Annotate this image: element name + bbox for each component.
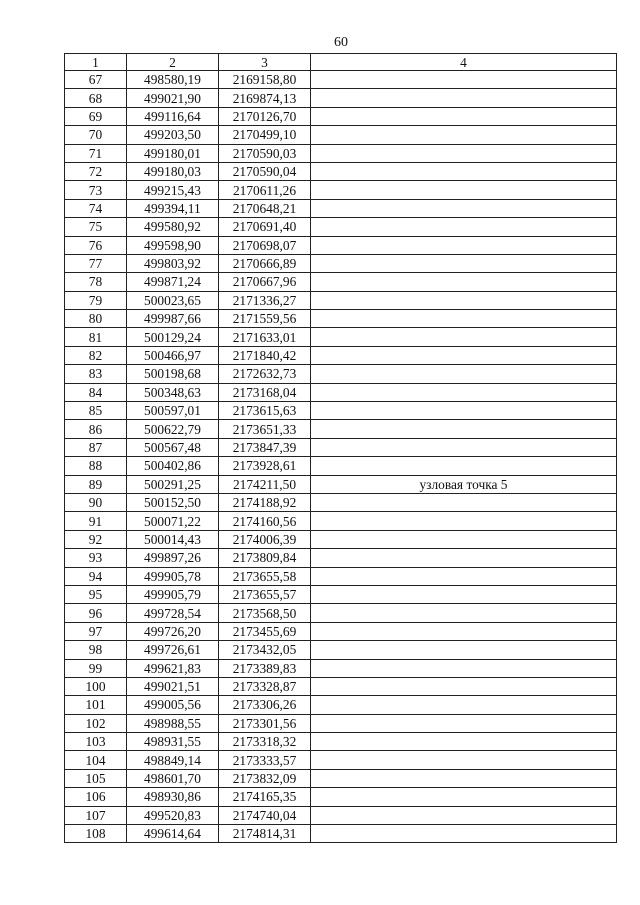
table-row xyxy=(65,181,617,199)
x-coordinate-cell: 500071,22 xyxy=(127,512,219,530)
y-coordinate-cell: 2174188,92 xyxy=(219,493,311,511)
y-coordinate-cell: 2174740,04 xyxy=(219,806,311,824)
point-number-cell: 77 xyxy=(65,254,127,272)
table-row xyxy=(65,162,617,180)
point-number-cell: 81 xyxy=(65,328,127,346)
x-coordinate-cell: 500198,68 xyxy=(127,365,219,383)
note-cell xyxy=(311,585,617,603)
point-number-cell: 100 xyxy=(65,677,127,695)
x-coordinate-cell: 499180,01 xyxy=(127,144,219,162)
point-number-cell: 71 xyxy=(65,144,127,162)
x-coordinate-cell: 499987,66 xyxy=(127,310,219,328)
table-row xyxy=(65,144,617,162)
x-coordinate-cell: 499726,61 xyxy=(127,641,219,659)
point-number-cell: 95 xyxy=(65,585,127,603)
y-coordinate-cell: 2173651,33 xyxy=(219,420,311,438)
note-cell xyxy=(311,530,617,548)
x-coordinate-cell: 499726,20 xyxy=(127,622,219,640)
x-coordinate-cell: 498931,55 xyxy=(127,733,219,751)
note-cell xyxy=(311,677,617,695)
x-coordinate-cell: 500152,50 xyxy=(127,493,219,511)
point-number-cell: 103 xyxy=(65,733,127,751)
y-coordinate-cell: 2173655,57 xyxy=(219,585,311,603)
point-number-cell: 98 xyxy=(65,641,127,659)
point-number-cell: 101 xyxy=(65,696,127,714)
x-coordinate-cell: 500129,24 xyxy=(127,328,219,346)
point-number-cell: 79 xyxy=(65,291,127,309)
y-coordinate-cell: 2170611,26 xyxy=(219,181,311,199)
note-cell xyxy=(311,383,617,401)
note-cell xyxy=(311,512,617,530)
y-coordinate-cell: 2173318,32 xyxy=(219,733,311,751)
x-coordinate-cell: 499871,24 xyxy=(127,273,219,291)
y-coordinate-cell: 2174814,31 xyxy=(219,825,311,843)
note-cell xyxy=(311,769,617,787)
table-row xyxy=(65,107,617,125)
table-row xyxy=(65,641,617,659)
y-coordinate-cell: 2173615,63 xyxy=(219,402,311,420)
point-number-cell: 80 xyxy=(65,310,127,328)
point-number-cell: 85 xyxy=(65,402,127,420)
x-coordinate-cell: 499803,92 xyxy=(127,254,219,272)
y-coordinate-cell: 2173455,69 xyxy=(219,622,311,640)
table-row xyxy=(65,310,617,328)
note-cell xyxy=(311,714,617,732)
y-coordinate-cell: 2173568,50 xyxy=(219,604,311,622)
y-coordinate-cell: 2169158,80 xyxy=(219,71,311,89)
table-row xyxy=(65,769,617,787)
y-coordinate-cell: 2173389,83 xyxy=(219,659,311,677)
note-cell xyxy=(311,310,617,328)
note-cell xyxy=(311,696,617,714)
table-row xyxy=(65,806,617,824)
x-coordinate-cell: 500402,86 xyxy=(127,457,219,475)
x-coordinate-cell: 499215,43 xyxy=(127,181,219,199)
note-cell xyxy=(311,604,617,622)
table-row xyxy=(65,549,617,567)
point-number-cell: 68 xyxy=(65,89,127,107)
note-cell xyxy=(311,733,617,751)
y-coordinate-cell: 2174160,56 xyxy=(219,512,311,530)
point-number-cell: 69 xyxy=(65,107,127,125)
table-row xyxy=(65,254,617,272)
table-row xyxy=(65,273,617,291)
x-coordinate-cell: 499520,83 xyxy=(127,806,219,824)
table-row xyxy=(65,402,617,420)
x-coordinate-cell: 498580,19 xyxy=(127,71,219,89)
x-coordinate-cell: 499897,26 xyxy=(127,549,219,567)
table-row xyxy=(65,512,617,530)
note-cell xyxy=(311,788,617,806)
table-row xyxy=(65,585,617,603)
table-row xyxy=(65,677,617,695)
table-row xyxy=(65,126,617,144)
x-coordinate-cell: 500622,79 xyxy=(127,420,219,438)
x-coordinate-cell: 499180,03 xyxy=(127,162,219,180)
table-row xyxy=(65,291,617,309)
note-cell xyxy=(311,438,617,456)
x-coordinate-cell: 499394,11 xyxy=(127,199,219,217)
column-header-4: 4 xyxy=(311,54,617,71)
y-coordinate-cell: 2173328,87 xyxy=(219,677,311,695)
x-coordinate-cell: 498601,70 xyxy=(127,769,219,787)
point-number-cell: 87 xyxy=(65,438,127,456)
y-coordinate-cell: 2170691,40 xyxy=(219,218,311,236)
x-coordinate-cell: 499728,54 xyxy=(127,604,219,622)
table-row xyxy=(65,457,617,475)
column-header-3: 3 xyxy=(219,54,311,71)
note-cell xyxy=(311,567,617,585)
note-cell xyxy=(311,365,617,383)
note-cell xyxy=(311,622,617,640)
point-number-cell: 102 xyxy=(65,714,127,732)
table-row xyxy=(65,733,617,751)
x-coordinate-cell: 499614,64 xyxy=(127,825,219,843)
note-cell xyxy=(311,218,617,236)
table-row xyxy=(65,199,617,217)
note-cell xyxy=(311,162,617,180)
note-cell xyxy=(311,236,617,254)
y-coordinate-cell: 2170698,07 xyxy=(219,236,311,254)
point-number-cell: 72 xyxy=(65,162,127,180)
table-row xyxy=(65,714,617,732)
note-cell xyxy=(311,457,617,475)
y-coordinate-cell: 2171633,01 xyxy=(219,328,311,346)
x-coordinate-cell: 499021,51 xyxy=(127,677,219,695)
point-number-cell: 107 xyxy=(65,806,127,824)
y-coordinate-cell: 2174211,50 xyxy=(219,475,311,493)
table-row xyxy=(65,493,617,511)
point-number-cell: 70 xyxy=(65,126,127,144)
table-row xyxy=(65,236,617,254)
x-coordinate-cell: 499116,64 xyxy=(127,107,219,125)
y-coordinate-cell: 2170499,10 xyxy=(219,126,311,144)
x-coordinate-cell: 498988,55 xyxy=(127,714,219,732)
point-number-cell: 75 xyxy=(65,218,127,236)
point-number-cell: 86 xyxy=(65,420,127,438)
table-row xyxy=(65,567,617,585)
point-number-cell: 106 xyxy=(65,788,127,806)
point-number-cell: 92 xyxy=(65,530,127,548)
point-number-cell: 78 xyxy=(65,273,127,291)
x-coordinate-cell: 500023,65 xyxy=(127,291,219,309)
table-row xyxy=(65,622,617,640)
x-coordinate-cell: 500291,25 xyxy=(127,475,219,493)
x-coordinate-cell: 500567,48 xyxy=(127,438,219,456)
y-coordinate-cell: 2170590,04 xyxy=(219,162,311,180)
y-coordinate-cell: 2171336,27 xyxy=(219,291,311,309)
table-row xyxy=(65,696,617,714)
table-row xyxy=(65,438,617,456)
table-header-row xyxy=(65,54,617,71)
x-coordinate-cell: 498849,14 xyxy=(127,751,219,769)
point-number-cell: 97 xyxy=(65,622,127,640)
y-coordinate-cell: 2172632,73 xyxy=(219,365,311,383)
note-cell xyxy=(311,346,617,364)
x-coordinate-cell: 499005,56 xyxy=(127,696,219,714)
table-row xyxy=(65,420,617,438)
table-row xyxy=(65,825,617,843)
note-cell xyxy=(311,273,617,291)
table-row xyxy=(65,530,617,548)
y-coordinate-cell: 2170648,21 xyxy=(219,199,311,217)
point-number-cell: 67 xyxy=(65,71,127,89)
note-cell xyxy=(311,328,617,346)
table-row xyxy=(65,71,617,89)
y-coordinate-cell: 2173301,56 xyxy=(219,714,311,732)
point-number-cell: 105 xyxy=(65,769,127,787)
note-cell xyxy=(311,107,617,125)
point-number-cell: 84 xyxy=(65,383,127,401)
x-coordinate-cell: 500348,63 xyxy=(127,383,219,401)
y-coordinate-cell: 2170590,03 xyxy=(219,144,311,162)
x-coordinate-cell: 499203,50 xyxy=(127,126,219,144)
point-number-cell: 74 xyxy=(65,199,127,217)
y-coordinate-cell: 2174165,35 xyxy=(219,788,311,806)
table-row xyxy=(65,89,617,107)
table-row xyxy=(65,475,617,493)
table-row xyxy=(65,346,617,364)
table-row xyxy=(65,788,617,806)
x-coordinate-cell: 498930,86 xyxy=(127,788,219,806)
table-row xyxy=(65,751,617,769)
column-header-2: 2 xyxy=(127,54,219,71)
point-number-cell: 96 xyxy=(65,604,127,622)
table-row xyxy=(65,365,617,383)
y-coordinate-cell: 2173306,26 xyxy=(219,696,311,714)
point-number-cell: 91 xyxy=(65,512,127,530)
point-number-cell: 83 xyxy=(65,365,127,383)
y-coordinate-cell: 2173655,58 xyxy=(219,567,311,585)
x-coordinate-cell: 500597,01 xyxy=(127,402,219,420)
point-number-cell: 94 xyxy=(65,567,127,585)
note-cell xyxy=(311,89,617,107)
point-number-cell: 93 xyxy=(65,549,127,567)
coordinates-table xyxy=(64,53,617,843)
point-number-cell: 73 xyxy=(65,181,127,199)
note-cell xyxy=(311,825,617,843)
y-coordinate-cell: 2169874,13 xyxy=(219,89,311,107)
table-row xyxy=(65,328,617,346)
y-coordinate-cell: 2171559,56 xyxy=(219,310,311,328)
note-cell xyxy=(311,254,617,272)
y-coordinate-cell: 2170667,96 xyxy=(219,273,311,291)
note-cell xyxy=(311,641,617,659)
note-cell xyxy=(311,71,617,89)
table-row xyxy=(65,604,617,622)
y-coordinate-cell: 2173832,09 xyxy=(219,769,311,787)
note-cell: узловая точка 5 xyxy=(311,475,617,493)
note-cell xyxy=(311,144,617,162)
note-cell xyxy=(311,402,617,420)
point-number-cell: 89 xyxy=(65,475,127,493)
table-row xyxy=(65,659,617,677)
point-number-cell: 88 xyxy=(65,457,127,475)
page-number: 60 xyxy=(334,35,348,50)
note-cell xyxy=(311,806,617,824)
x-coordinate-cell: 500466,97 xyxy=(127,346,219,364)
note-cell xyxy=(311,291,617,309)
note-cell xyxy=(311,181,617,199)
y-coordinate-cell: 2173168,04 xyxy=(219,383,311,401)
table-row xyxy=(65,383,617,401)
x-coordinate-cell: 499621,83 xyxy=(127,659,219,677)
x-coordinate-cell: 499905,78 xyxy=(127,567,219,585)
y-coordinate-cell: 2173432,05 xyxy=(219,641,311,659)
point-number-cell: 108 xyxy=(65,825,127,843)
point-number-cell: 99 xyxy=(65,659,127,677)
y-coordinate-cell: 2174006,39 xyxy=(219,530,311,548)
note-cell xyxy=(311,420,617,438)
table-row xyxy=(65,218,617,236)
x-coordinate-cell: 499021,90 xyxy=(127,89,219,107)
note-cell xyxy=(311,126,617,144)
y-coordinate-cell: 2171840,42 xyxy=(219,346,311,364)
x-coordinate-cell: 499598,90 xyxy=(127,236,219,254)
y-coordinate-cell: 2170666,89 xyxy=(219,254,311,272)
note-cell xyxy=(311,549,617,567)
point-number-cell: 104 xyxy=(65,751,127,769)
point-number-cell: 82 xyxy=(65,346,127,364)
point-number-cell: 90 xyxy=(65,493,127,511)
y-coordinate-cell: 2173847,39 xyxy=(219,438,311,456)
x-coordinate-cell: 499905,79 xyxy=(127,585,219,603)
x-coordinate-cell: 500014,43 xyxy=(127,530,219,548)
y-coordinate-cell: 2173333,57 xyxy=(219,751,311,769)
note-cell xyxy=(311,493,617,511)
y-coordinate-cell: 2173928,61 xyxy=(219,457,311,475)
y-coordinate-cell: 2173809,84 xyxy=(219,549,311,567)
column-header-1: 1 xyxy=(65,54,127,71)
note-cell xyxy=(311,199,617,217)
note-cell xyxy=(311,659,617,677)
note-cell xyxy=(311,751,617,769)
table-body xyxy=(65,71,617,843)
y-coordinate-cell: 2170126,70 xyxy=(219,107,311,125)
point-number-cell: 76 xyxy=(65,236,127,254)
x-coordinate-cell: 499580,92 xyxy=(127,218,219,236)
